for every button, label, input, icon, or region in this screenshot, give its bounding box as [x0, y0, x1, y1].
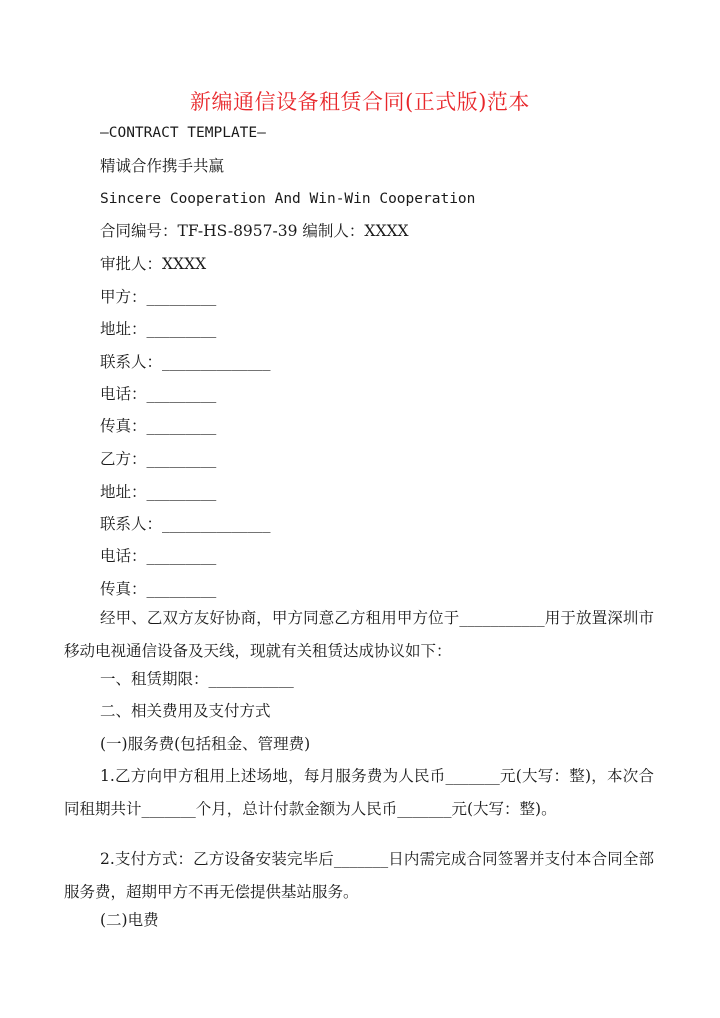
section-lease-term: 一、租赁期限：___________: [100, 670, 294, 688]
party-a-phone-field: 电话：_________: [100, 385, 217, 403]
service-fee-clause: 1.乙方向甲方租用上述场地，每月服务费为人民币_______元(大写：整)，本次合同租期共计_______个月，总计付款金额为人民币_______元(大写：整)。: [64, 767, 654, 818]
party-a-fax-field: 传真：_________: [100, 417, 217, 435]
section-fees-payment: 二、相关费用及支付方式: [100, 702, 271, 720]
party-b-address-field: 地址：_________: [100, 483, 217, 501]
party-a-address-field: 地址：_________: [100, 320, 217, 338]
intro-paragraph: 经甲、乙双方友好协商，甲方同意乙方租用甲方位于___________用于放置深圳市移动电视通信设备及天线，现就有关租赁达成协议如下：: [64, 609, 654, 660]
party-b-fax-field: 传真：_________: [100, 580, 217, 598]
slogan-chinese: 精诚合作携手共赢: [100, 157, 225, 175]
contract-template-subtitle: —CONTRACT TEMPLATE—: [100, 125, 266, 141]
subsection-service-fee: (一)服务费(包括租金、管理费): [100, 735, 311, 753]
party-b-name-field: 乙方：_________: [100, 450, 217, 468]
contract-number-line: 合同编号：TF-HS-8957-39 编制人：XXXX: [100, 222, 409, 240]
slogan-english: Sincere Cooperation And Win-Win Cooperation: [100, 191, 476, 207]
document-title: 新编通信设备租赁合同(正式版)范本: [190, 90, 530, 114]
party-a-contact-field: 联系人：______________: [100, 353, 271, 371]
party-b-phone-field: 电话：_________: [100, 547, 217, 565]
approver-line: 审批人：XXXX: [100, 255, 207, 273]
party-b-contact-field: 联系人：______________: [100, 515, 271, 533]
subsection-electricity-fee: (二)电费: [100, 911, 159, 929]
payment-method-clause: 2.支付方式：乙方设备安装完毕后_______日内需完成合同签署并支付本合同全部服务费，超期甲方不再无偿提供基站服务。: [64, 850, 654, 901]
party-a-name-field: 甲方：_________: [100, 288, 217, 306]
